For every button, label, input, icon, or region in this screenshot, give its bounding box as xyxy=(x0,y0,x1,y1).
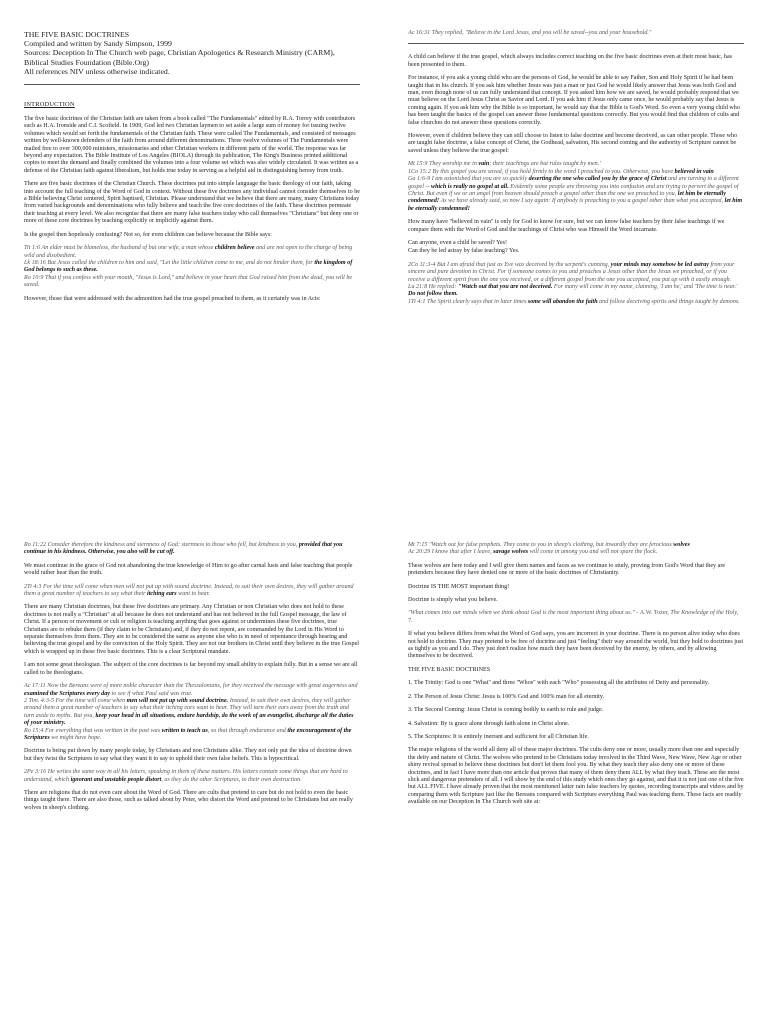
wolves-paragraph: These wolves are here today and I will give them names and faces as we continue to study, proving from God's Word that they are pretenders because they have denied one or more of the basic doctrines of Christianity. xyxy=(408,562,726,577)
verse-lu-21-8: Lu 21:8 He replied: "Watch out that you are not deceived. For many will come in my name, claiming, 'I am he,' and 'The time is near.' Do not follow them. xyxy=(408,283,738,298)
verse-2pe-3-16: 2Pe 3:16 He writes the same way in all his letters, speaking in them of these matters. His letters contain some things that are hard to understand, which ignorant and unstable people distort, as they do the other Scriptures, to their own destruction. xyxy=(24,769,348,783)
verse-2ti-4-3: 2Ti 4:3 For the time will come when men will not put up with sound doctrine. Instead, to suit their own desires, they will gather around them a great number of teachers to say what their itching ears want to hear. xyxy=(24,583,354,598)
verse-ro-15-4: Ro 15:4 For everything that was written in the past was written to teach us, so that through endurance and the encouragement of the Scriptures we might have hope. xyxy=(24,727,352,741)
doctrines-list-title: THE FIVE BASIC DOCTRINES xyxy=(408,666,491,673)
document-page-1 xyxy=(0,0,384,512)
page2-divider xyxy=(408,43,744,44)
simply-line: Doctrine is simply what you believe. xyxy=(408,597,498,604)
verse-block-5 xyxy=(408,542,744,557)
believed-paragraph: How many have "believed in vain" is only for God to know for sure, but we can know false teachers by their false teachings if we compare them with the Word of God and the teachings of Christ who was Himself the Word incarnate. xyxy=(408,219,725,233)
intro-paragraph-1: The five basic doctrines of the Christian faith are taken from a book called "The Fundamentals" edited by R.A. Torrey with contributors such as H.A. Ironside and C.I. Scofield. In 1909, God led two Christian laymen to set aside a large sum of money for issuing twelve volumes which would set forth the fundamentals of the Christian faith. These were called The Fundamentals, and consisted of messages written by well-known defenders of the faith from around different denominations. Three twelve volumes of The Fundamentals were mailed free to over 300,000 ministers, missionaries and other Christian workers in different parts of the world. The response was far beyond any expectation. The Bible Institute of Los Angeles (BIOLA) through its publication, The King's Business printed additional copies to meet the demand and finally combined the volumes into a four volume set which was also widely circulated. It was written as a defense of the Christian faith against liberalism, but holds true today in serving as a helpful aid in distinguishing heresy from truth. xyxy=(24,116,359,174)
doctrine-item-3: 3. The Second Coming: Jesus Christ is coming bodily to earth to rule and judge. xyxy=(408,707,604,714)
most-important-line: Doctrine IS THE MOST important thing! xyxy=(408,583,510,590)
continue-paragraph: We must continue in the grace of God not abandoning the true knowledge of Him to go after carnal lusts and false teaching that people would rather hear than the truth. xyxy=(24,562,353,577)
intro-heading: INTRODUCTION xyxy=(24,101,75,109)
verse-1co-15-2: 1Co 15:2 By this gospel you are saved, if you hold firmly to the word I preached to you. Otherwise, you have believed in vain xyxy=(408,168,714,175)
verse-ac-20-29: Ac 20:29 I know that after I leave, savage wolves will come in among you and will not spare the flock. xyxy=(408,549,658,556)
many-doctrines-paragraph: There are many Christian doctrines, but these five doctrines are primary. Any Christian or non Christian who does not hold to these doctrines is not really a "Christian" at all because he does not understand and has not believed in the full Gospel message, the law of Christ. If a person or movement or cult or religion is teaching anything that goes against or undermines these five doctrines, true Christians are to rebuke them (if they claim to be Christians) and, if they do not repent, are commanded by the Lord in His Word to separate themselves from them. They are to be considered the same as anyone else who is in need of repentance through hearing and believing the true gospel and by the conviction of the Holy Spirit. They are not our brothers in Christ until they believe in the true Gospel which is wrapped up in these five basic doctrines. This is a clear Scriptural mandate. xyxy=(24,604,359,655)
verse-block-4 xyxy=(24,683,360,742)
child-paragraph: A child can believe if the true gospel, which always includes correct teaching on the five basic doctrines even at their most basic, has been presented to them. xyxy=(408,54,733,68)
religions-paragraph: There are religions that do not even care about the Word of God. There are cults that pretend to care but do not hold to even the basic things taught there. There are also those, such as talked about by Peter, who distort the Word and pretend to be Christians but are really wolves in sheep's clothing. xyxy=(24,789,353,811)
verse-mt-15-9: Mt 15:9 They worship me in vain; their teachings are but rules taught by men.' xyxy=(408,161,601,168)
question-saved: Can anyone, even a child be saved? Yes! xyxy=(408,239,507,246)
verse-ac-16-31: Ac 16:31 They replied, "Believe in the Lord Jesus, and you will be saved--you and your household." xyxy=(408,30,652,36)
verse-2co-11-3: 2Co 11:3-4 But I am afraid that just as Eve was deceived by the serpent's cunning, your minds may somehow be led astray from your sincere and pure devotion to Christ. For if someone comes to you and preaches a Jesus other than the Jesus we preached, or if you receive a different spirit from the one you received, or a different gospel from the one you accepted, you put up with it easily enough. xyxy=(408,261,735,283)
document-header xyxy=(24,30,360,76)
header-divider xyxy=(24,84,360,85)
doctrine-put-down-paragraph: Doctrine is being put down by many people today, by Christians and non Christians alike. They not only put the idea of doctrine down but they twist the Scriptures to say what they want it to say to uphold their own false beliefs. This is hypocritical. xyxy=(24,748,352,762)
document-page-3 xyxy=(0,512,384,1024)
document-page-2 xyxy=(384,0,768,512)
closing-paragraph: However, those that were addressed with the admonition had the true gospel preached to them, as it certainly was in Acts: xyxy=(24,295,321,302)
verse-ro-10-9: Ro 10:9 That if you confess with your mouth, "Jesus is Lord," and believe in your heart that God raised him from the dead, you will be saved. xyxy=(24,274,353,289)
major-religions-paragraph: The major religions of the world all deny all of these major doctrines. The cults deny one or more, usually more than one and especially the deity and nature of Christ. The wolves who pretend to be Christians today involved in the Third Wave, New Wave, New Age or other shiny revival spread to believe these doctrines but don't let them fool you. By what they teach they also deny one or more of these doctrines, and in fact I have more than one article that proves that many of them deny them ALL by what they teach. These are the most slick and dangerous pretenders of all. I will show by the end of this study which ones they go against, and that it is not just one of the five but ALL FIVE. I have already proven that the most mentioned latter rain false teachers by quotes, recording transcripts and videos and by comparing them with Scripture just like the Bereans compared with Scripture everything Paul was teaching them. These facts are readily available on our Deception In The Church web site at: xyxy=(408,747,744,806)
question-astray: Can they be led astray by false teaching? Yes. xyxy=(408,248,520,255)
author-line: Compiled and written by Sandy Simpson, 1999 xyxy=(24,39,172,49)
verse-1ti-4-1: 1Ti 4:1 The Spirit clearly says that in later times some will abandon the faith and follow deceiving spirits and things taught by demons. xyxy=(408,298,740,305)
gospel-question: Is the gospel then hopelessly confusing? Not so, for even children can believe because the Bible says: xyxy=(24,231,272,238)
verse-tit-1-6: Tit 1:6 An elder must be blameless, the husband of but one wife, a man whose children believe and are not open to the charge of being wild and disobedient. xyxy=(24,245,353,259)
verse-block-3 xyxy=(408,262,744,306)
verse-block-2 xyxy=(408,161,744,213)
if-what-paragraph: If what you believe differs from what the Word of God says, you are incorrect in your doctrine. There is no person alive today who does not hold to doctrine. They may pretend to be free of doctrine and just "feeling" their way around the world, but they hold to doctrines just as tightly as you and I do. They just don't realize how much they have been deceived by the enemy, by others, and by allowing themselves to be deceived. xyxy=(408,631,744,660)
document-page-4 xyxy=(384,512,768,1024)
however-paragraph: However, even if children believe they can still choose to listen to false doctrine and become deceived, as can other people. Those who are taught false doctrine, a false concept of Christ, the Godhead, salvation, His second coming and the authority of Scripture cannot be saved unless they believe the true gospel: xyxy=(408,133,738,154)
doctrine-item-4: 4. Salvation: By is grace alone through faith alone in Christ alone. xyxy=(408,720,570,727)
verse-ro-11-22: Ro 11:22 Consider therefore the kindness and sternness of God: sternness to those who fell, but kindness to you, provided that you continue in his kindness. Otherwise, you also will be cut off. xyxy=(24,542,343,556)
intro-paragraph-2: There are five basic doctrines of the Christian Church. These doctrines put into simple language the basic theology of our faith, taking into account the full teaching of the Word of God in context. Without these five doctrines any individual cannot consider themselves to be a Bible believing Christ centered, Spirit baptised, Christian. Please understand that we believe that there are many, many Christians today from varied backgrounds and denominations who fully believe and teach the five core doctrines of the faith. These doctrines permeate their teaching at every level. We also recognise that there are many false teachers today who call themselves "Christians" but deny one or more of these core doctrines by teaching explicitly or implicitly against them. xyxy=(24,181,360,225)
doctrine-item-5: 5. The Scriptures: It is entirely inerrant and sufficient for all Christian life. xyxy=(408,733,589,740)
verse-block xyxy=(24,245,360,289)
tozer-quote: "What comes into our minds when we think about God is the most important thing about us." - A.W. Tozer, The Knowledge of the Holy, 7. xyxy=(408,610,739,624)
verse-ga-1-6: Ga 1:6-9 I am astonished that you are so quickly deserting the one who called you by the grace of Christ and are turning to a different gospel -- which is really no gospel at all. Evidently some people are throwing you into confusion and are trying to pervert the gospel of Christ. But even if we or an angel from heaven should preach a gospel other than the one we preached to you, let him be eternally condemned! As we have already said, so now I say again: If anybody is preaching to you a gospel other than what you accepted, let him be eternally condemned! xyxy=(408,176,743,212)
bsf-line: Biblical Studies Foundation (Bible.Org) xyxy=(24,57,150,67)
instance-paragraph: For instance, if you ask a young child who are the persons of God, he would be able to say Father, Son and Holy Spirit if he had been taught that in his church. If you ask him whether Jesus was just a man or just God he would likely answer that Jesus was both God and man, even though none of us can fully understand that concept. If you asked him how we are saved, he would probably respond that we must believe on the Lord Jesus Christ as Savior and Lord. If you ask him if Jesus only came once, he would probably say that Jesus is coming again. If you ask him why the Bible is so important, he would say that the Bible is God's Word. So even a very young child who has been taught the basics of the gospel can answer these fundamental questions correctly. But you would find that children of cults and false churches do not answer these questions correctly. xyxy=(408,75,740,126)
verse-lk-18-16: Lk 18:16 But Jesus called the children to him and said, "Let the little children come to me, and do not hinder them, for the kingdom of God belongs to such as these. xyxy=(24,259,353,274)
verse-2tim-4-3-5: 2 Tim. 4:3-5 For the time will come when men will not put up with sound doctrine. Instead, to suit their own desires, they will gather around them a great number of teachers to say what their itching ears want to hear. They will turn their ears away from the truth and turn aside to myths. But you, keep your head in all situations, endure hardship, do the work of an evangelist, discharge all the duties of your ministry. xyxy=(24,697,354,727)
doctrine-item-1: 1. The Trinity: God is one "What" and three "Whos" with each "Who" possessing all the attributes of Deity and personality. xyxy=(408,680,710,687)
theologian-paragraph: I am not some great theologian. The subject of the core doctrines is far beyond my small ability to explain fully. But in a sense we are all called to be theologians. xyxy=(24,662,358,676)
doctrine-item-2: 2. The Person of Jesus Christ: Jesus is 100% God and 100% man for all eternity. xyxy=(408,693,604,700)
sources-line: Sources: Deception In The Church web page, Christian Apologetics & Research Ministry (CARM), xyxy=(24,48,335,58)
verse-mt-7-15: Mt 7:15 "Watch out for false prophets. They come to you in sheep's clothing, but inwardly they are ferocious wolves xyxy=(408,542,690,548)
verse-ac-17-11: Ac 17:11 Now the Bereans were of more noble character than the Thessalonians, for they received the message with great eagerness and examined the Scriptures every day to see if what Paul said was true. xyxy=(24,683,358,697)
niv-line: All references NIV unless otherwise indicated. xyxy=(24,66,170,76)
document-title: THE FIVE BASIC DOCTRINES xyxy=(24,30,130,39)
